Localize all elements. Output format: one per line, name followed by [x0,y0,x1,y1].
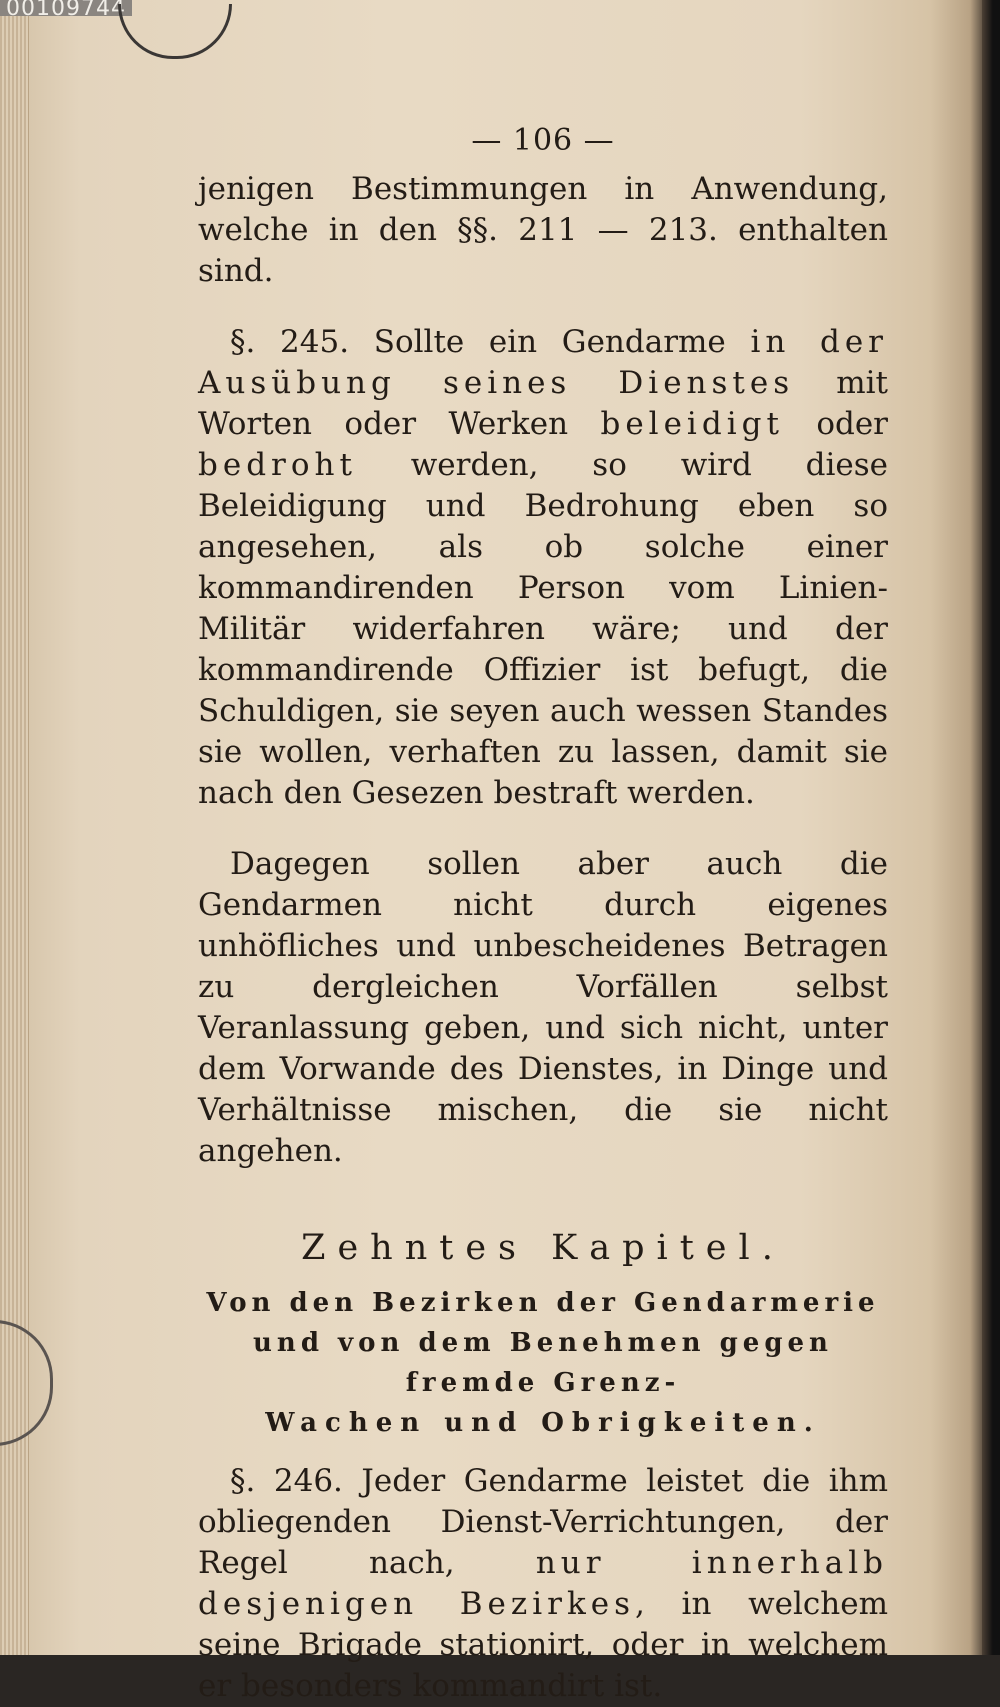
book-spine-edge [982,0,1000,1655]
p246-emphasis-bezirk: nur innerhalb desjenigen Bezirkes [198,1545,888,1622]
chapter-subtitle-line-2: Wachen und Obrigkeiten. [265,1408,821,1438]
p245-emphasis-beleidigt: beleidigt [600,406,784,442]
p245-part-h: werden, so wird diese Beleidigung und Bedrohung eben so angesehen, als ob solche einer kommandirenden Person vom Linien-Militär widerfahren wäre; und der kommandirende Offizier ist befugt, die Schuldigen, sie seyen auch wessen Standes sie wollen, verhaften zu lassen, damit sie nach den Gesezen bestraft werden. [198,447,888,811]
p245-part-d: mit Worten oder Werken [198,365,888,442]
chapter-subtitle-line-1: Von den Bezirken der Gendarmerie und von dem Benehmen gegen fremde Grenz- [206,1288,880,1398]
p245-part-a: §. 245. Sollte ein Gendarme [230,324,751,360]
p245-emphasis-dienstes: seines Dienstes [395,365,795,401]
chapter-subtitle [198,1283,888,1443]
paragraph-dagegen: Dagegen sollen aber auch die Gendarmen nicht durch eigenes unhöfliches und unbescheidenes Betragen zu dergleichen Vorfällen selbst Veranlassung geben, und sich nicht, unter dem Vorwande des Dienstes, in Dinge und Verhältnisse mischen, die sie nicht angehen. [198,846,888,1169]
paragraph-246 [198,1461,888,1707]
archive-stamp: 00109744 [0,0,132,16]
page-number: — 106 — [471,123,615,158]
paragraph-245 [198,322,888,814]
chapter-title: Zehntes Kapitel. [301,1228,785,1268]
p245-emphasis-ausuebung: in der Ausübung [198,324,888,401]
clip-ring-left [0,1320,53,1446]
clip-ring-top [118,4,232,59]
p245-part-f: oder [783,406,888,442]
p246-part-a: §. 246. Jeder Gendarme leistet die ihm obliegenden Dienst-Verrichtungen, der Regel nach, [198,1463,888,1581]
page-content [198,120,888,1707]
p245-emphasis-bedroht: bedroht [198,447,357,483]
continuation-paragraph: jenigen Bestimmungen in Anwendung, welche in den §§. 211 — 213. enthalten sind. [198,171,888,289]
p246-part-c: , in welchem seine Brigade stationirt, oder in welchem er besonders kommandirt ist. [198,1586,888,1704]
